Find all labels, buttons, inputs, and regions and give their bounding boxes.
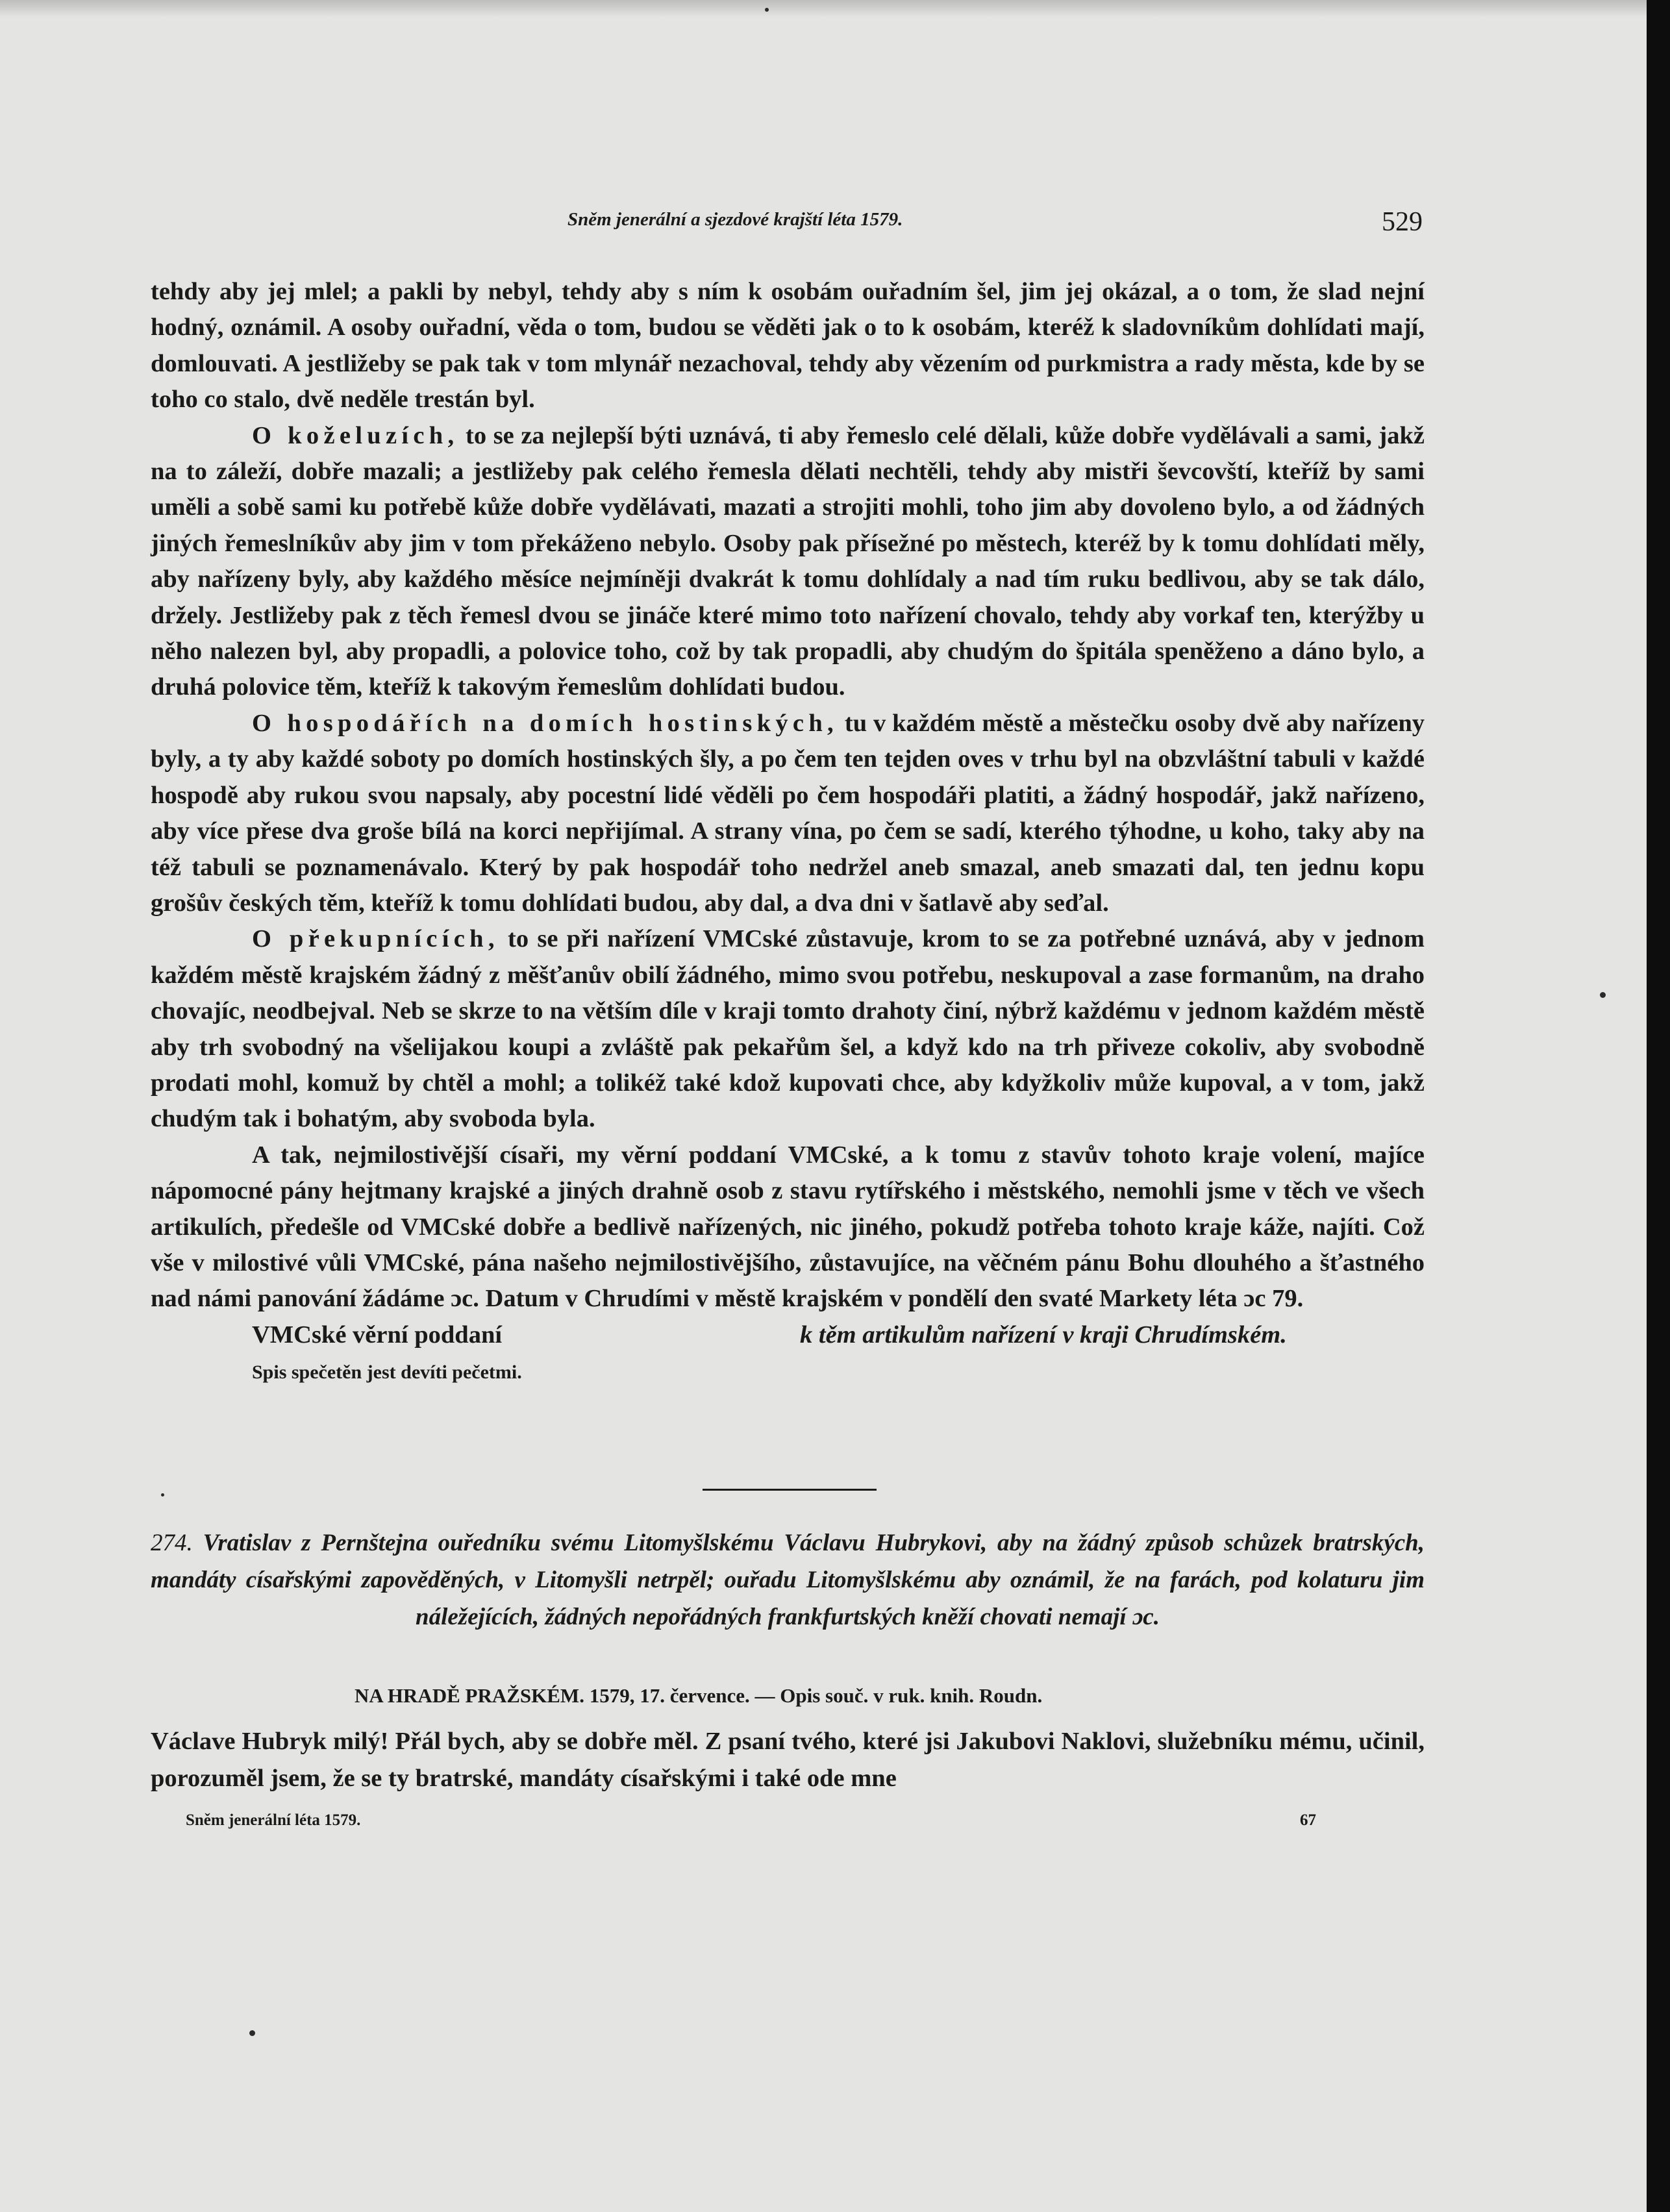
scan-shadow-top xyxy=(0,0,1670,17)
closing-signature: VMCské věrní poddaní xyxy=(252,1321,503,1348)
paragraph-lead-hospodari: O hospodářích na domích hostinských, xyxy=(252,709,839,737)
running-head xyxy=(0,206,1670,239)
scan-speck xyxy=(765,8,769,12)
paragraph-zaver: A tak, nejmilostivější císaři, my věrní poddaní VMCské, a k tomu z stavův tohoto kraje volení, majíce nápomocné pány hejtmany krajské a jiných drahně osob z stavu rytířského i městského, nemohli jsme v těch ve všech artikulích, předešle od VMCské dobře a bedlivě nařízených, nic jiného, pokudž potřeba tohoto kraje káže, najíti. Což vše v milostivé vůli VMCské, pána našeho nejmilostivějšího, zůstavujíce, na věčném pánu Bohu dlouhého a šťastného nad námi panování žádáme ɔc. Datum v Chrudími v městě krajském v pondělí den svaté Markety léta ɔc 79. xyxy=(151,1141,1425,1313)
closing-address: k těm artikulům nařízení v kraji Chrudímském. xyxy=(800,1321,1287,1348)
section-divider xyxy=(703,1489,877,1491)
running-head-title: Sněm jenerální a sjezdové krajští léta 1579. xyxy=(567,209,903,230)
document-274-source: NA HRADĚ PRAŽSKÉM. 1579, 17. července. — Opis souč. v ruk. knih. Roudn. xyxy=(355,1684,1043,1707)
paragraph-body-prekupnici: to se při nařízení VMCské zůstavuje, krom to se za potřebné uznává, aby v jednom každém městě krajském žádný z měšťanův obilí žádného, mimo svou potřebu, neskupoval a zase formanům, na draho chovajíc, neodbejval. Neb se skrze to na větším díle v kraji tomto drahoty činí, nýbrž každému v jednom každém městě aby trh svobodný na všelijakou koupi a zvláště pak pekařům šel, a když kdo na trh přiveze cokoliv, aby svobodně prodati mohl, komuž by chtěl a mohl; a tolikéž také kdož kupovati chce, aby kdyžkoliv může kupoval, a v tom, jakž chudým tak i bohatým, aby svoboda byla. xyxy=(151,925,1425,1133)
footer-signature-mark: Sněm jenerální léta 1579. xyxy=(186,1811,361,1829)
document-number: 274. xyxy=(151,1530,193,1556)
paragraph-mlynari: tehdy aby jej mlel; a pakli by nebyl, tehdy aby s ním k osobám ouřadním šel, jim jej okázal, a o tom, že slad nejní hodný, oznámil. A osoby ouřadní, věda o tom, budou se věděti jak o to k osobám, kteréž k sladovníkům dohlídati mají, domlouvati. A jestližeby se pak tak v tom mlynář nezachoval, tehdy aby vězením od purkmistra a rady města, kde by se toho co stalo, dvě neděle trestán byl. xyxy=(151,278,1425,414)
closing-line xyxy=(151,1317,1425,1353)
document-summary: Vratislav z Pernštejna ouředníku svému Litomyšlskému Václavu Hubrykovi, aby na žádný způsob schůzek bratrských, mandáty císařskými zapověděných, v Litomyšli netrpěl; ouřadu Litomyšlskému aby oznámil, že na farách, pod kolaturu jim náležejících, žádných nepořádných frankfurtských kněží chovati nemají ɔc. xyxy=(151,1530,1425,1630)
paragraph-kozeluzi xyxy=(151,418,1425,706)
page-footer xyxy=(0,1811,1670,1837)
paragraph-lead-prekupnici: O překupnících, xyxy=(252,925,499,953)
page-number: 529 xyxy=(1382,207,1423,237)
main-text xyxy=(151,274,1425,1387)
document-274-heading xyxy=(151,1524,1425,1635)
paragraph-body-hospodari: tu v každém městě a městečku osoby dvě aby nařízeny byly, a ty aby každé soboty po domích hostinských šly, a po čem ten tejden oves v trhu byl na obzvláštní tabuli v každé hospodě aby rukou svou napsaly, aby pocestní lidé věděli po čem hospodáři platiti, a žádný hospodář, jakž nařízeno, aby více přese dva groše bílá na korci nepřijímal. A strany vína, po čem se sadí, kterého týhodne, u koho, taky aby na též tabuli se poznamenávalo. Který by pak hospodář toho nedržel aneb smazal, aneb smazati dal, ten jednu kopu grošův českých těm, kteříž k tomu dohlídati budou, aby dal, a dva dni v šatlavě aby seďal. xyxy=(151,709,1425,917)
scan-speck xyxy=(249,2030,255,2036)
footer-sheet-number: 67 xyxy=(1300,1811,1316,1829)
scan-speck xyxy=(161,1493,164,1497)
paragraph-hospodari xyxy=(151,706,1425,921)
scan-edge-right xyxy=(1647,0,1670,2212)
scan-speck xyxy=(1600,992,1606,998)
seal-note: Spis spečetěn jest devíti pečetmi. xyxy=(252,1361,522,1383)
paragraph-lead-kozeluzi: O koželuzích, xyxy=(252,421,459,449)
paragraph-body-kozeluzi: to se za nejlepší býti uznává, ti aby řemeslo celé dělali, kůže dobře vydělávali a sami, jakž na to záleží, dobře mazali; a jestližeby pak celého řemesla dělati nechtěli, tehdy aby mistři ševcovští, kteříž by sami uměli a sobě sami ku potřebě kůže dobře vydělávati, mazati a strojiti mohli, toho jim aby dovoleno bylo, a od žádných jiných řemeslníkův aby jim v tom překáženo nebylo. Osoby pak přísežné po městech, kteréž by k tomu dohlídati měly, aby nařízeny byly, aby každého měsíce nejmíněji dvakrát k tomu dohlídaly a nad tím ruku bedlivou, aby se tak dálo, držely. Jestližeby pak z těch řemesl dvou se jináče které mimo toto nařízení chovalo, tehdy aby vorkaf ten, kterýžby u něho nalezen byl, aby propadli, a polovice toho, což by tak propadli, aby chudým do špitála speněženo a dáno bylo, a druhá polovice těm, kteříž k takovým řemeslům dohlídati budou. xyxy=(151,421,1425,701)
document-274-text: Václave Hubryk milý! Přál bych, aby se dobře měl. Z psaní tvého, které jsi Jakubovi Naklovi, služebníku mému, učinil, porozuměl jsem, že se ty bratrské, mandáty císařskými i také ode mne xyxy=(151,1728,1425,1792)
paragraph-prekupnici xyxy=(151,921,1425,1137)
